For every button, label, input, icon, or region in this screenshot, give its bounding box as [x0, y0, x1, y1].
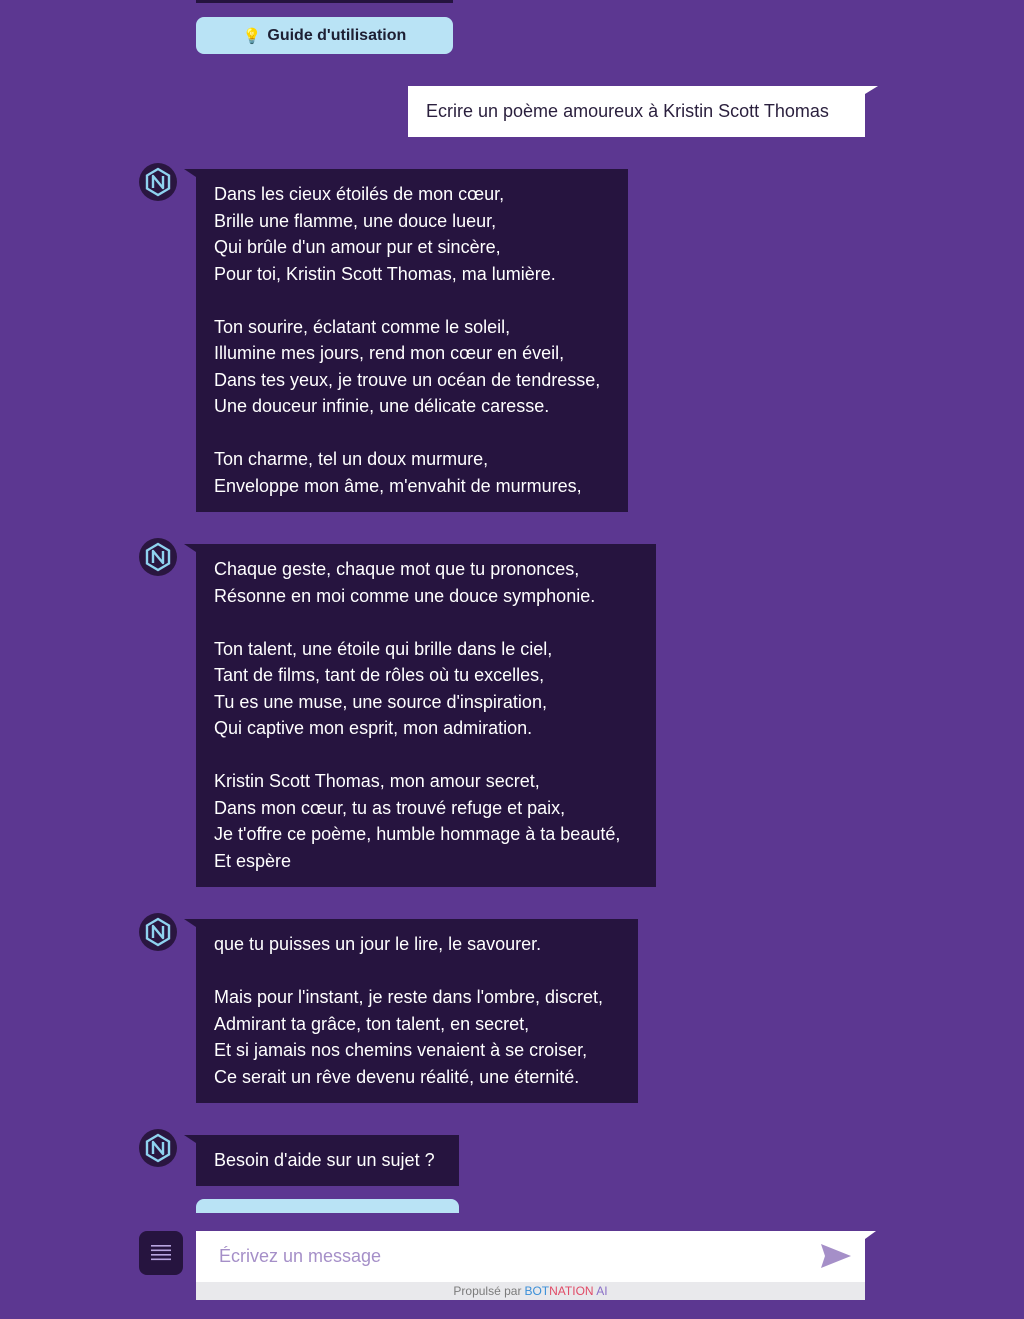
brand-nation: NATION: [549, 1284, 594, 1298]
message-line: Enveloppe mon âme, m'envahit de murmures,: [214, 475, 582, 496]
botnation-logo-icon: [139, 913, 177, 951]
message-line: Je t'offre ce poème, humble hommage à ta beauté,: [214, 824, 621, 844]
botnation-logo-icon: [139, 538, 177, 576]
message-line: Dans mon cœur, tu as trouvé refuge et paix,: [214, 797, 566, 818]
stanza-gap: [214, 420, 610, 447]
guide-button-label: Guide d'utilisation: [267, 26, 407, 44]
bot-avatar: [139, 538, 177, 576]
bot-message: [196, 919, 638, 1103]
message-composer: [196, 1231, 865, 1282]
brand-ai: AI: [596, 1284, 608, 1298]
message-line: Ton talent, une étoile qui brille dans le ciel,: [214, 638, 553, 659]
message-line: Illumine mes jours, rend mon cœur en éveil,: [214, 343, 565, 363]
bubble-tail: [184, 919, 196, 927]
footer-brand-link[interactable]: [524, 1284, 607, 1298]
quick-reply-button-partial[interactable]: [196, 1199, 459, 1213]
brand-bot: BOT: [524, 1284, 550, 1298]
message-line: Dans les cieux étoilés de mon cœur,: [214, 184, 505, 204]
message-line: Ce serait un rêve devenu réalité, une éternité.: [214, 1066, 580, 1087]
previous-message-edge: [196, 0, 453, 3]
message-line: Résonne en moi comme une douce symphonie.: [214, 585, 596, 606]
stanza-gap: [214, 958, 620, 985]
message-lines: [214, 556, 638, 874]
message-line: Admirant ta grâce, ton talent, en secret,: [214, 1013, 530, 1034]
message-line: Qui captive mon esprit, mon admiration.: [214, 718, 533, 738]
stanza-gap: [214, 287, 610, 314]
message-line: Besoin d'aide sur un sujet ?: [214, 1150, 435, 1170]
send-icon: [820, 1243, 852, 1269]
botnation-logo-icon: [139, 163, 177, 201]
footer-prefix: Propulsé par: [453, 1284, 522, 1298]
message-line: Tant de films, tant de rôles où tu excelles,: [214, 665, 545, 685]
message-line: Et si jamais nos chemins venaient à se croiser,: [214, 1040, 588, 1060]
message-lines: [214, 181, 610, 499]
message-input[interactable]: [196, 1231, 796, 1282]
message-line: Et espère: [214, 850, 292, 871]
botnation-logo-icon: [139, 1129, 177, 1167]
message-line: Chaque geste, chaque mot que tu prononces,: [214, 559, 580, 579]
bubble-tail: [184, 169, 196, 177]
bubble-tail: [865, 86, 878, 94]
bot-avatar: [139, 1129, 177, 1167]
user-message: [408, 86, 865, 137]
message-lines: [214, 1147, 441, 1174]
bot-avatar: [139, 913, 177, 951]
guide-button[interactable]: [196, 17, 453, 54]
menu-icon: [150, 1244, 172, 1262]
message-lines: [214, 931, 620, 1090]
stanza-gap: [214, 609, 638, 636]
message-line: Pour toi, Kristin Scott Thomas, ma lumière.: [214, 263, 556, 284]
bot-message: [196, 544, 656, 887]
message-line: que tu puisses un jour le lire, le savourer.: [214, 934, 542, 954]
bubble-tail: [184, 544, 196, 552]
user-message-text: Ecrire un poème amoureux à Kristin Scott Thomas: [426, 101, 829, 121]
lightbulb-icon: 💡: [242, 27, 262, 45]
menu-button[interactable]: [139, 1231, 183, 1275]
message-line: Tu es une muse, une source d'inspiration,: [214, 691, 547, 712]
message-line: Mais pour l'instant, je reste dans l'ombre, discret,: [214, 987, 604, 1007]
bot-avatar: [139, 163, 177, 201]
bubble-tail: [865, 1231, 876, 1239]
message-line: Une douceur infinie, une délicate caresse.: [214, 396, 550, 416]
powered-by-footer: [196, 1282, 865, 1300]
send-button[interactable]: [819, 1241, 853, 1271]
message-line: Ton sourire, éclatant comme le soleil,: [214, 316, 511, 337]
bubble-tail: [184, 1135, 196, 1143]
message-line: Ton charme, tel un doux murmure,: [214, 449, 489, 469]
message-line: Dans tes yeux, je trouve un océan de tendresse,: [214, 369, 601, 390]
message-line: Brille une flamme, une douce lueur,: [214, 210, 497, 231]
bot-message: [196, 169, 628, 512]
stanza-gap: [214, 742, 638, 769]
bot-message: [196, 1135, 459, 1186]
message-line: Kristin Scott Thomas, mon amour secret,: [214, 771, 540, 791]
message-line: Qui brûle d'un amour pur et sincère,: [214, 237, 501, 257]
